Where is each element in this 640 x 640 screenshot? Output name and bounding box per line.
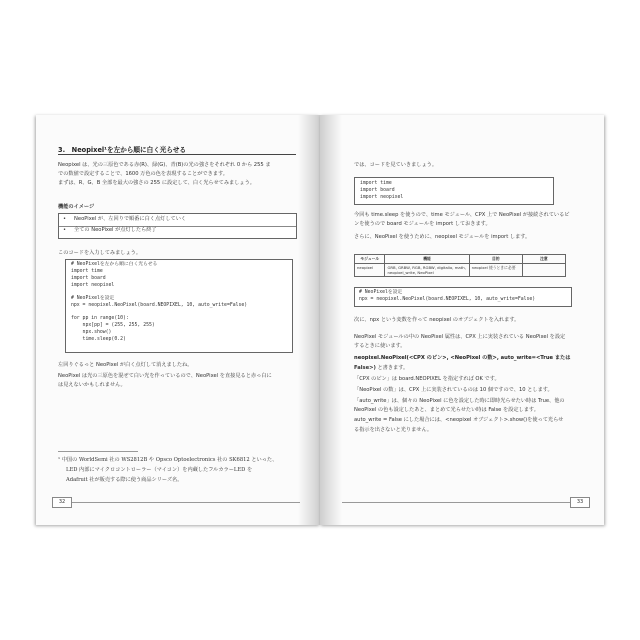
code-line: time.sleep(0.2) [71, 337, 126, 342]
right-gutter-shadow [320, 115, 342, 525]
footnote-line-1: ¹ 中国の WorldSemi 社の WS2812B や Opsco Optoelectronics 社の SK6812 といった、 [58, 457, 278, 463]
table-cell [522, 264, 565, 277]
para3-line-1: NeoPixel モジュールの中の NeoPixel 属性は、CPX 上に実装されている NeoPixel を設定 [354, 334, 566, 340]
image-box-item-2: 全ての NeoPixel が点灯したら終了 [74, 227, 157, 233]
code-line: npx = neopixel.NeoPixel(board.NEOPIXEL, 10, auto_write=False) [71, 303, 248, 308]
section-heading: 3. Neopixel¹を左から順に白く光らせる [58, 146, 186, 154]
heading-rule [58, 154, 296, 155]
footnote-line-3: Adafruit 社が販売する際に使う商品シリーズ名。 [66, 477, 183, 483]
setup-code-block [354, 287, 572, 307]
para4-line-5: auto_write = False にした場合には、<neopixel オブジェクト>.show()を使って光らせ [354, 417, 564, 423]
footnote-line-2: LED 内部にマイクロコントローラー（マイコン）を内蔵したフルカラーLED を [66, 467, 253, 473]
table-header: 目的 [469, 255, 522, 264]
code-line: import board [71, 276, 106, 281]
para4-line-1: 「CPX のピン」は board.NEOPIXEL を指定すれば OK です。 [354, 376, 500, 382]
syntax-line-1: neopixel.NeoPixel(<CPX のピン>, <NeoPixel の数>, auto_write=<True または [354, 355, 571, 361]
image-box-title: 機能のイメージ [58, 204, 95, 210]
code-line: import neopixel [71, 283, 115, 288]
page-number-right: 33 [570, 497, 590, 508]
code-line: import time [71, 269, 103, 274]
code-block [65, 259, 293, 353]
para4-line-3: 「auto_write」は、個々の NeoPixel に色を設定した時に即時光らせたい時は True、他の [354, 398, 565, 404]
footnote-rule [58, 451, 138, 452]
syntax-suffix: と書きます。 [375, 365, 409, 371]
import-code-block [354, 177, 554, 205]
code-line: import time [360, 181, 392, 186]
code-line: for pp in range(10): [71, 316, 129, 321]
table-cell: neopixel 使うときに必要 [469, 264, 522, 277]
para1-line-3: さらに、NeoPixel を使うために、neopixel モジュールを import します。 [354, 234, 531, 240]
syntax-false: False>) [354, 365, 376, 371]
code-line: import board [360, 188, 395, 193]
left-gutter-shadow [298, 115, 320, 525]
code-intro: このコードを入力してみましょう。 [58, 250, 142, 256]
intro-line-3: まずは、R、G、B 全部を最大の強さの 255 に設定して、白く光らせてみましょう。 [58, 180, 255, 186]
table-cell: GRB, GRBW, RGB, RGBW, digitalio, math, neopixel_write, NeoPixel [385, 264, 469, 277]
code-line: import neopixel [360, 195, 404, 200]
intro-line-1: Neopixel は、光の三原色である赤(R)、緑(G)、青(B)の光の強さをそれぞれ 0 から 255 ま [58, 162, 271, 168]
image-box-bullet-2: • [63, 227, 67, 233]
open-book [36, 115, 604, 525]
code-line: npx = neopixel.NeoPixel(board.NEOPIXEL, 10, auto_write=False) [359, 297, 536, 302]
image-box [58, 213, 297, 239]
after-line-3: は見えないかもしれません。 [58, 382, 126, 388]
image-box-bullet-1: • [63, 216, 67, 222]
image-box-item-1: NeoPixel が、左回りで順番に白く点灯していく [74, 216, 187, 222]
table-header: モジュール [355, 255, 385, 264]
left-footer-rule [52, 502, 300, 503]
left-page [36, 115, 320, 525]
code-line: # NeoPixelを左から順に白く光らせる [71, 262, 158, 267]
code-line: # NeoPixelを設定 [359, 290, 403, 295]
para2: 次に、npx という変数を作って neopixel のオブジェクトを入れます。 [354, 317, 520, 323]
para4-line-2: 「NeoPixel の数」は、CPX 上に実装されているのは 10 個ですので、10 とします。 [354, 387, 553, 393]
table-header: 機能 [385, 255, 469, 264]
para1-line-1: 今回も time.sleep を使うので、time モジュール、CPX 上で NeoPixel が接続されているピ [354, 212, 570, 218]
right-footer-rule [342, 502, 588, 503]
syntax-line-2 [354, 364, 408, 373]
para4-line-6: る指示を出さないと光りません。 [354, 427, 433, 433]
table-cell: neopixel [355, 264, 385, 277]
after-line-2: NeoPixel は光の三原色を混ぜて白い光を作っているので、NeoPixel を直接見ると赤っ白に [58, 373, 272, 379]
table-header: 注意 [522, 255, 565, 264]
right-page [320, 115, 604, 525]
para4-line-4: NeoPixel の色も設定したあと、まとめて光らせたい時は False を設定します。 [354, 407, 539, 413]
right-intro: では、コードを見ていきましょう。 [354, 162, 438, 168]
code-line: npx.show() [71, 330, 112, 335]
module-table [354, 254, 566, 277]
intro-line-2: での数値で設定することで、1600 万色の色を表現することができます。 [58, 171, 228, 177]
code-line: npx[pp] = (255, 255, 255) [71, 323, 155, 328]
code-line: # NeoPixelを設定 [71, 296, 115, 301]
para3-line-2: するときに使います。 [354, 343, 406, 349]
para1-line-2: ンを使うので board モジュールを import しておきます。 [354, 221, 491, 227]
after-line-1: 左回りぐるっと NeoPixel が白く点灯して消えましたね。 [58, 362, 193, 368]
page-number-left: 32 [52, 497, 72, 508]
